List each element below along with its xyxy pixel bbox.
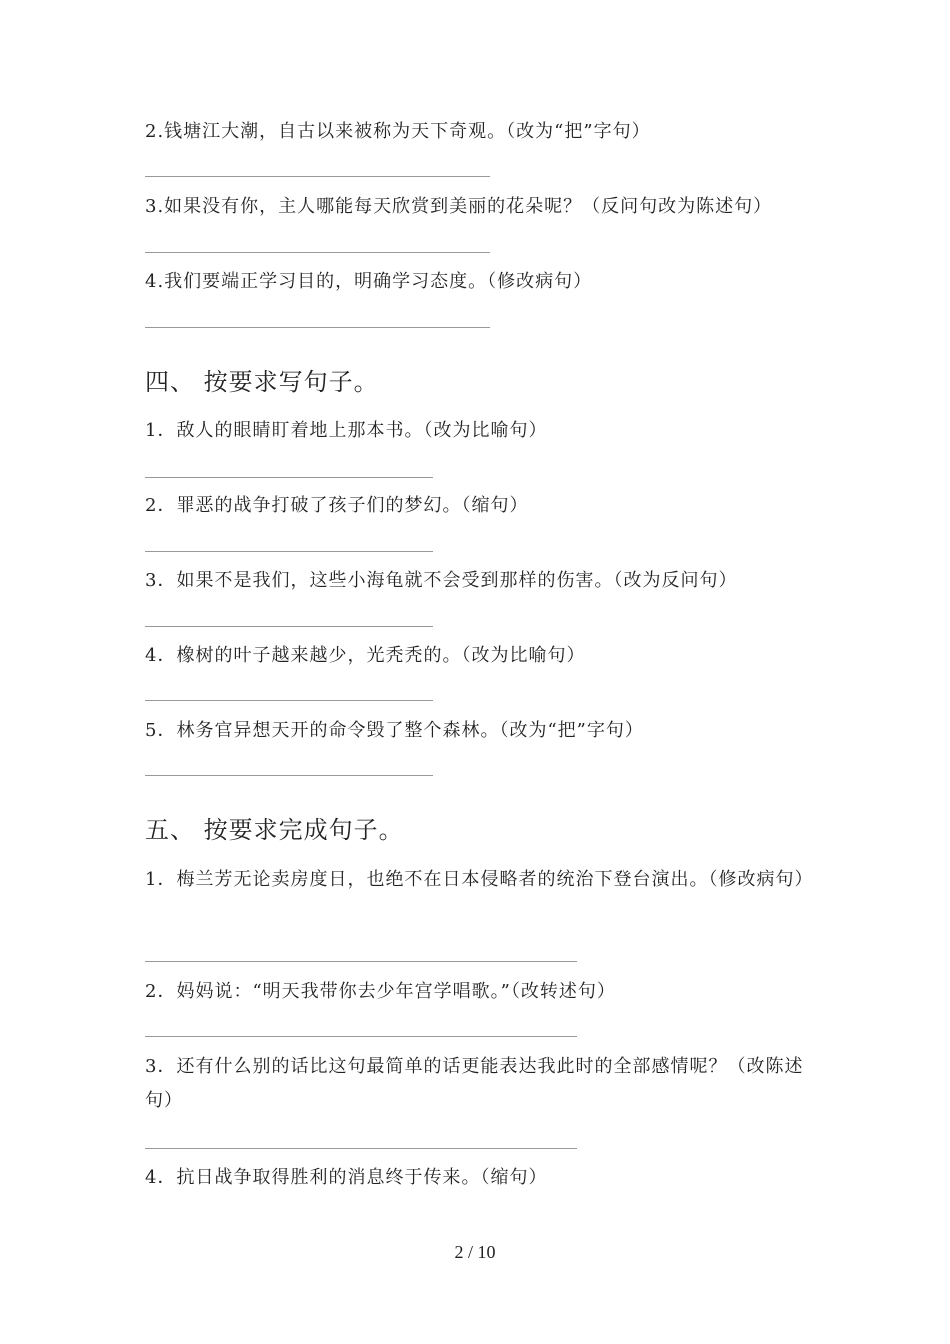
exercise-item: 1．梅兰芳无论卖房度日，也绝不在日本侵略者的统治下登台演出。（修改病句）	[145, 869, 814, 890]
answer-line[interactable]	[145, 626, 433, 627]
exercise-item: 4.我们要端正学习目的，明确学习态度。（修改病句）	[145, 271, 593, 292]
exercise-item: 5．林务官异想天开的命令毁了整个森林。（改为“把”字句）	[145, 720, 644, 741]
section-heading: 五、 按要求完成句子。	[145, 816, 404, 844]
page-number: 2 / 10	[454, 1242, 496, 1262]
section-heading: 四、 按要求写句子。	[145, 368, 379, 396]
answer-line[interactable]	[145, 1036, 577, 1037]
exercise-item: 2．妈妈说：“明天我带你去少年宫学唱歌。”（改转述句）	[145, 981, 616, 1002]
answer-line[interactable]	[145, 775, 433, 776]
answer-line[interactable]	[145, 551, 433, 552]
exercise-item: 2.钱塘江大潮，自古以来被称为天下奇观。（改为“把”字句）	[145, 121, 651, 142]
answer-line[interactable]	[145, 327, 490, 328]
exercise-item: 2．罪恶的战争打破了孩子们的梦幻。（缩句）	[145, 495, 529, 516]
exercise-item: 4．橡树的叶子越来越少，光秃秃的。（改为比喻句）	[145, 645, 586, 666]
answer-line[interactable]	[145, 176, 490, 177]
exercise-item: 3．如果不是我们，这些小海龟就不会受到那样的伤害。（改为反问句）	[145, 570, 738, 591]
answer-line[interactable]	[145, 252, 490, 253]
answer-line[interactable]	[145, 1148, 577, 1149]
exercise-item: 3.如果没有你，主人哪能每天欣赏到美丽的花朵呢？（反问句改为陈述句）	[145, 196, 773, 217]
answer-line[interactable]	[145, 700, 433, 701]
answer-line[interactable]	[145, 477, 433, 478]
exercise-item: 3．还有什么别的话比这句最简单的话更能表达我此时的全部感情呢？（改陈述句）	[145, 1056, 804, 1111]
answer-line[interactable]	[145, 961, 577, 962]
exercise-item: 1．敌人的眼睛盯着地上那本书。（改为比喻句）	[145, 420, 548, 441]
exercise-item: 4．抗日战争取得胜利的消息终于传来。（缩句）	[145, 1167, 548, 1188]
